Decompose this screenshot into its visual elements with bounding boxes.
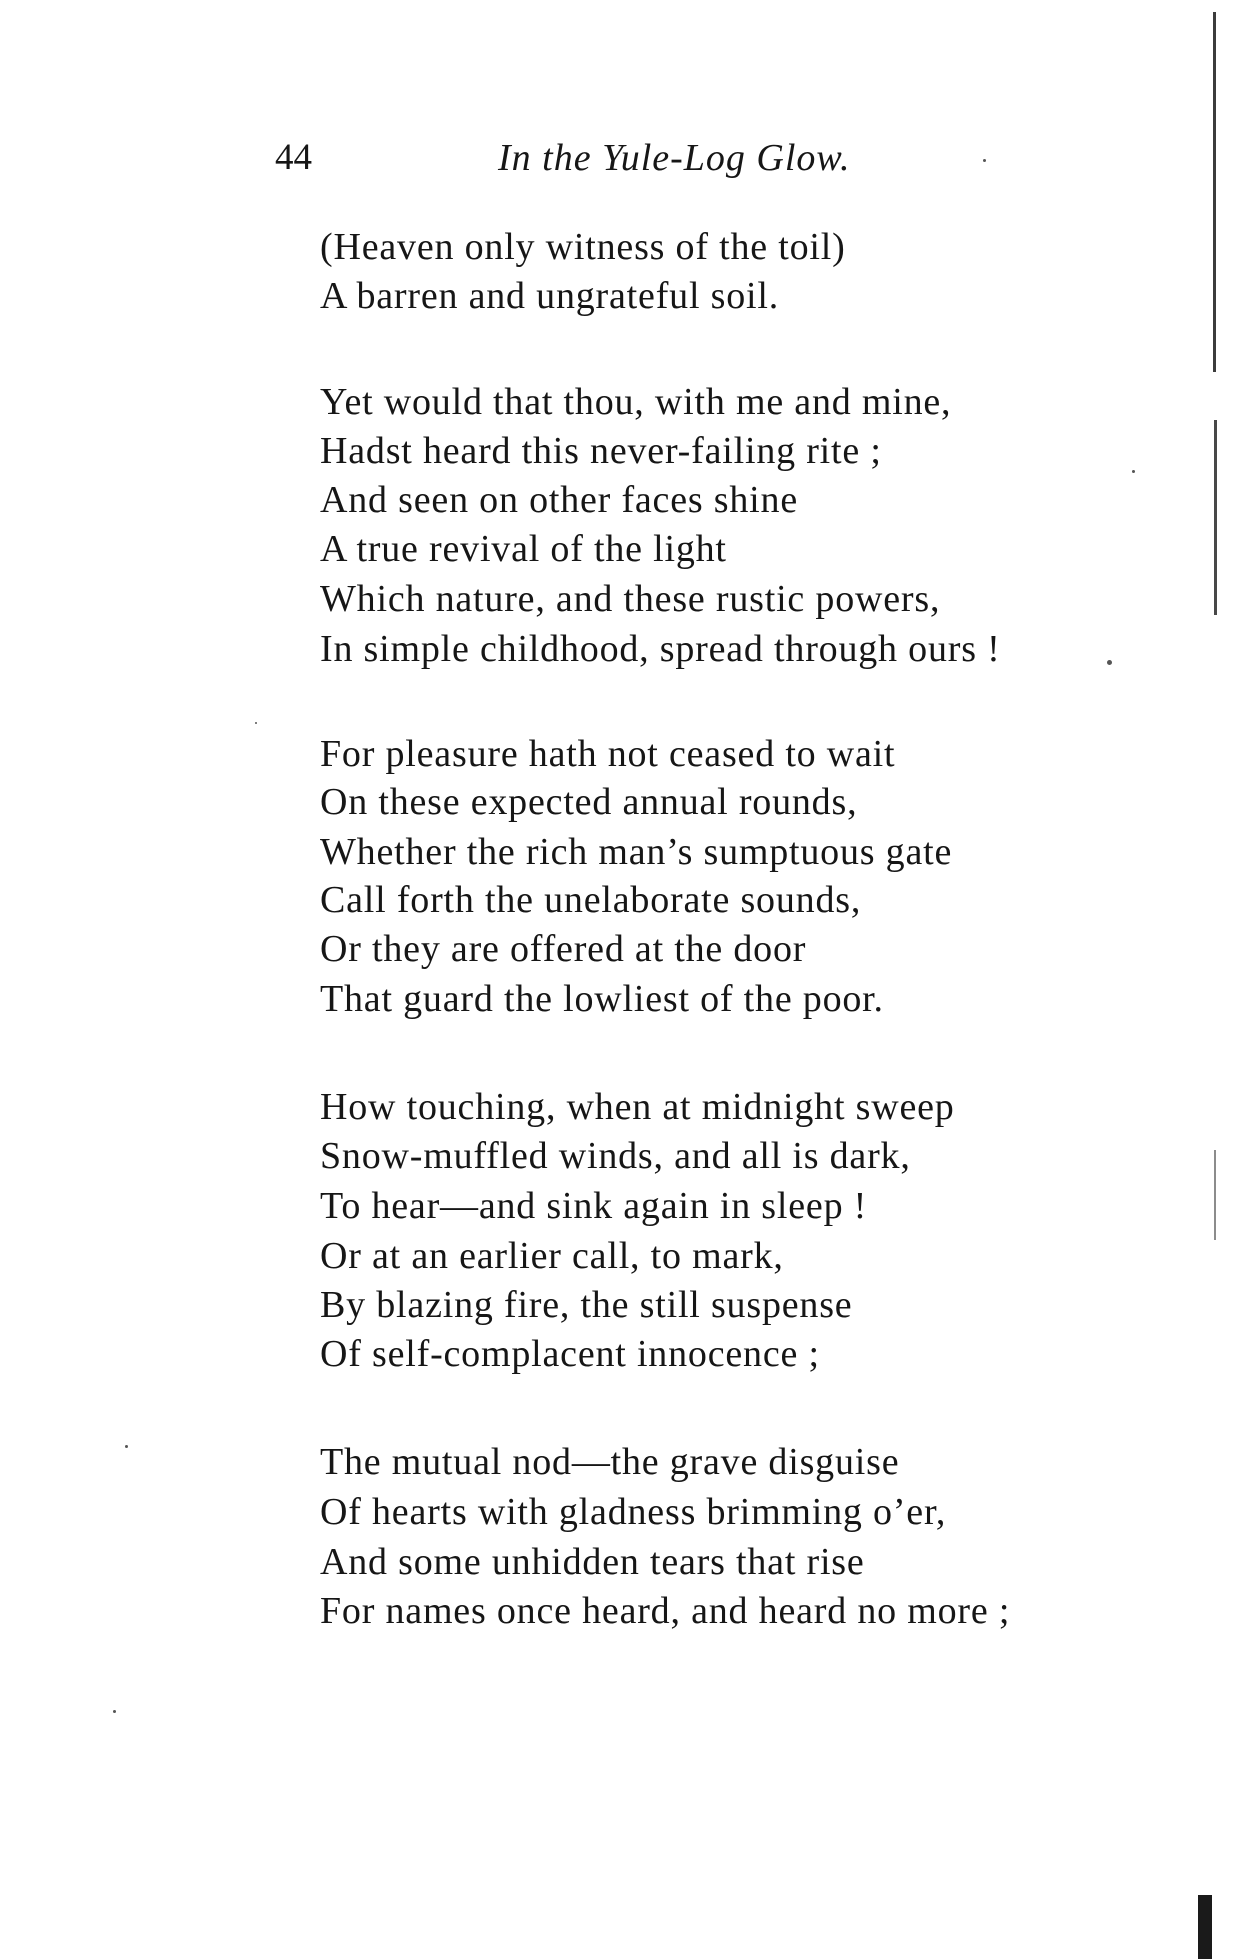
scan-speck (1132, 470, 1135, 473)
poem-line: And some unhidden tears that rise (320, 1541, 865, 1583)
poem-line: Call forth the unelaborate sounds, (320, 879, 862, 921)
binding-edge-mark (1214, 420, 1217, 615)
poem-line: Or at an earlier call, to mark, (320, 1235, 784, 1277)
poem-line: Which nature, and these rustic powers, (320, 578, 941, 620)
poem-line: How touching, when at midnight sweep (320, 1086, 955, 1128)
poem-line: Snow-muffled winds, and all is dark, (320, 1135, 911, 1177)
poem-line: The mutual nod—the grave disguise (320, 1441, 900, 1483)
poem-line: (Heaven only witness of the toil) (320, 226, 846, 268)
scan-speck (255, 722, 257, 724)
binding-edge-mark (1198, 1895, 1212, 1959)
poem-line: Of self-complacent innocence ; (320, 1333, 820, 1375)
poem-line: Whether the rich man’s sumptuous gate (320, 831, 953, 873)
poem-line: By blazing fire, the still suspense (320, 1284, 853, 1326)
poem-line: For pleasure hath not ceased to wait (320, 733, 896, 775)
page-header (275, 136, 915, 196)
page-number: 44 (275, 137, 312, 178)
poem-line: On these expected annual rounds, (320, 781, 858, 823)
poem-line: Of hearts with gladness brimming o’er, (320, 1491, 947, 1533)
running-title: In the Yule-Log Glow. (498, 137, 851, 179)
binding-edge-mark (1213, 12, 1216, 372)
poem-line: A barren and ungrateful soil. (320, 275, 780, 317)
poem-line: Or they are offered at the door (320, 928, 807, 970)
poem-line: To hear—and sink again in sleep ! (320, 1185, 868, 1227)
poem-line: That guard the lowliest of the poor. (320, 978, 884, 1020)
scan-speck (983, 159, 986, 162)
scan-speck (113, 1710, 116, 1713)
poem-line: And seen on other faces shine (320, 479, 798, 521)
poem-line: In simple childhood, spread through ours ! (320, 628, 1001, 670)
binding-edge-mark (1214, 1150, 1216, 1240)
poem-line: Yet would that thou, with me and mine, (320, 381, 952, 423)
scan-speck (125, 1445, 128, 1448)
poem-line: For names once heard, and heard no more ; (320, 1590, 1011, 1632)
poem-line: Hadst heard this never-failing rite ; (320, 430, 882, 472)
poem-line: A true revival of the light (320, 528, 727, 570)
scan-speck (1107, 660, 1112, 665)
